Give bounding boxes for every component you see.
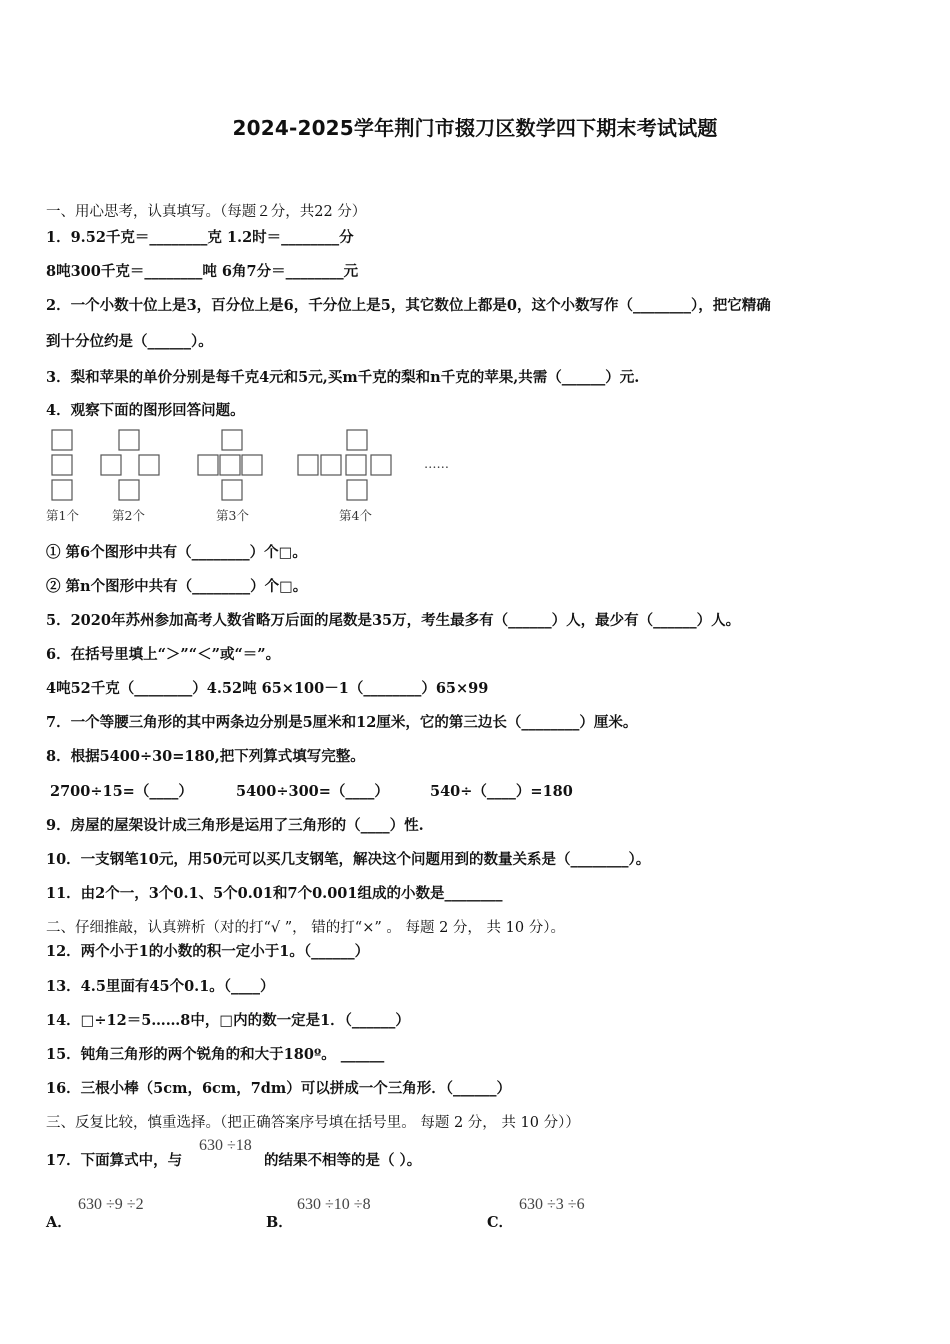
question-11: 11．由2个一，3个0.1、5个0.01和7个0.001组成的小数是________ [46, 885, 503, 902]
question-14: 14．□÷12＝5……8中，□内的数一定是1．（______） [46, 1012, 410, 1029]
question-1-line2: 8吨300千克＝________吨 6角7分＝________元 [46, 263, 359, 280]
question-4-sub2: ② 第n个图形中共有（________）个□。 [46, 578, 308, 595]
square [346, 455, 366, 475]
square [298, 455, 318, 475]
question-10: 10．一支钢笔10元，用50元可以买几支钢笔，解决这个问题用到的数量关系是（________）。 [46, 851, 651, 868]
square [101, 455, 121, 475]
choice-b-letter: B． [266, 1214, 293, 1231]
question-16: 16．三根小棒（5cm，6cm，7dm）可以拼成一个三角形．（______） [46, 1080, 512, 1097]
question-2-line1: 2．一个小数十位上是3，百分位上是6，千分位上是5，其它数位上都是0，这个小数写作（________），把它精确 [46, 297, 771, 314]
q4-pattern-figure [44, 428, 504, 528]
square [52, 455, 72, 475]
question-4-sub1: ① 第6个图形中共有（________）个□。 [46, 544, 307, 561]
question-17-expression: 630 ÷18 [199, 1137, 252, 1154]
square [347, 480, 367, 500]
square [139, 455, 159, 475]
ellipsis: …… [424, 456, 449, 471]
square [119, 430, 139, 450]
section1-heading: 一、用心思考，认真填写。（每题２分，共22 分） [46, 204, 367, 220]
square [321, 455, 341, 475]
square [347, 430, 367, 450]
question-7: 7．一个等腰三角形的其中两条边分别是5厘米和12厘米，它的第三边长（________）厘米。 [46, 714, 638, 731]
question-8-part2: 5400÷300=（____） [236, 783, 389, 800]
figure-label-2: 第2个 [112, 508, 145, 523]
square [52, 480, 72, 500]
question-8-part3: 540÷（____）=180 [430, 783, 573, 800]
square [222, 430, 242, 450]
question-8: 8．根据5400÷30=180,把下列算式填写完整。 [46, 748, 365, 765]
figure-label-4: 第4个 [339, 508, 372, 523]
question-17-prefix: 17．下面算式中，与 [46, 1152, 183, 1169]
square [198, 455, 218, 475]
choice-c-letter: C． [487, 1214, 514, 1231]
question-6: 6．在括号里填上“＞”“＜”或“＝”。 [46, 646, 281, 663]
question-6-comparisons: 4吨52千克（________）4.52吨 65×100－1（________）65×99 [46, 680, 489, 697]
question-13: 13．4.5里面有45个0.1。（____） [46, 978, 275, 995]
section3-heading: 三、反复比较，慎重选择。（把正确答案序号填在括号里。 每题 2 分， 共 10 分）） [46, 1115, 580, 1131]
question-5: 5．2020年苏州参加高考人数省略万后面的尾数是35万，考生最多有（______）人，最少有（______）人。 [46, 612, 741, 629]
choice-a-expression: 630 ÷9 ÷2 [78, 1196, 144, 1213]
square [119, 480, 139, 500]
square [242, 455, 262, 475]
choice-b-expression: 630 ÷10 ÷8 [297, 1196, 371, 1213]
question-15: 15．钝角三角形的两个锐角的和大于180º。 ______ [46, 1046, 385, 1063]
question-1-line1: 1．9.52千克＝________克 1.2时＝________分 [46, 229, 354, 246]
question-4: 4．观察下面的图形回答问题。 [46, 402, 245, 419]
page-title: 2024-2025学年荆门市掇刀区数学四下期末考试试题 [232, 116, 718, 140]
square [52, 430, 72, 450]
question-9: 9．房屋的屋架设计成三角形是运用了三角形的（____）性. [46, 817, 424, 834]
question-12: 12．两个小于1的小数的积一定小于1。（______） [46, 943, 370, 960]
figure-label-3: 第3个 [216, 508, 249, 523]
question-17-suffix: 的结果不相等的是（ ）。 [264, 1152, 422, 1169]
choice-a-letter: A． [46, 1214, 72, 1231]
question-8-part1: 2700÷15=（____） [50, 783, 193, 800]
square [222, 480, 242, 500]
section2-heading: 二、仔细推敲，认真辨析（对的打“√ ”， 错的打“×” 。 每题 2 分， 共 10 分）。 [46, 920, 565, 936]
square [371, 455, 391, 475]
question-2-line2: 到十分位约是（______）。 [46, 333, 213, 350]
figure-label-1: 第1个 [46, 508, 79, 523]
choice-c-expression: 630 ÷3 ÷6 [519, 1196, 585, 1213]
question-3: 3．梨和苹果的单价分别是每千克4元和5元,买m千克的梨和n千克的苹果,共需（______）元. [46, 369, 640, 386]
square [220, 455, 240, 475]
